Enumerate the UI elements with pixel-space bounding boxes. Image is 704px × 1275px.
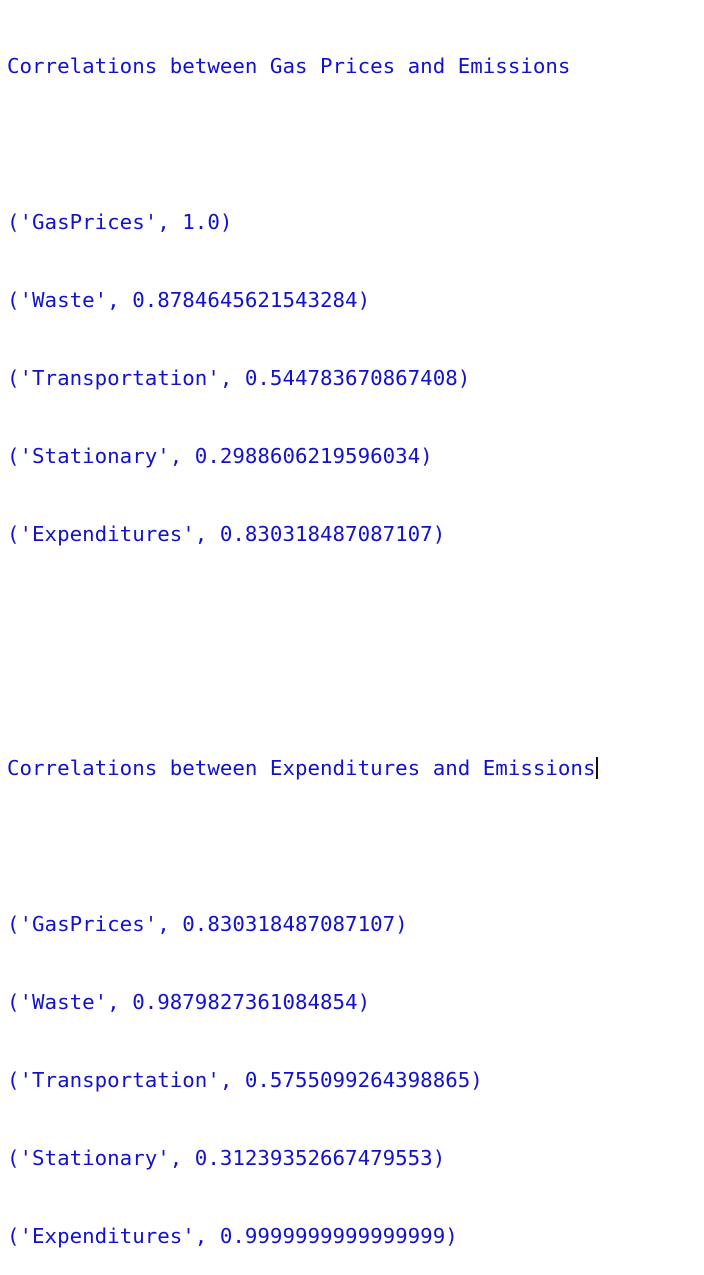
blank-line	[7, 833, 598, 859]
exp-row-expenditures: ('Expenditures', 0.9999999999999999)	[7, 1224, 458, 1248]
exp-row-stationary: ('Stationary', 0.31239352667479553)	[7, 1146, 446, 1170]
exp-section-heading-line	[7, 755, 598, 781]
text-cursor	[596, 757, 598, 779]
gas-row-expenditures: ('Expenditures', 0.830318487087107)	[7, 522, 446, 546]
gas-row-gasprices: ('GasPrices', 1.0)	[7, 210, 233, 234]
console-output[interactable]	[7, 1, 598, 1275]
blank-line	[7, 677, 598, 703]
gas-section-heading: Correlations between Gas Prices and Emissions	[7, 54, 571, 78]
exp-row-gasprices: ('GasPrices', 0.830318487087107)	[7, 912, 408, 936]
exp-section-heading: Correlations between Expenditures and Emissions	[7, 756, 596, 780]
exp-row-waste: ('Waste', 0.9879827361084854)	[7, 990, 371, 1014]
exp-row-transportation: ('Transportation', 0.5755099264398865)	[7, 1068, 483, 1092]
blank-line	[7, 599, 598, 625]
gas-row-waste: ('Waste', 0.8784645621543284)	[7, 288, 371, 312]
gas-row-stationary: ('Stationary', 0.2988606219596034)	[7, 444, 433, 468]
gas-row-transportation: ('Transportation', 0.544783670867408)	[7, 366, 471, 390]
blank-line	[7, 131, 598, 157]
